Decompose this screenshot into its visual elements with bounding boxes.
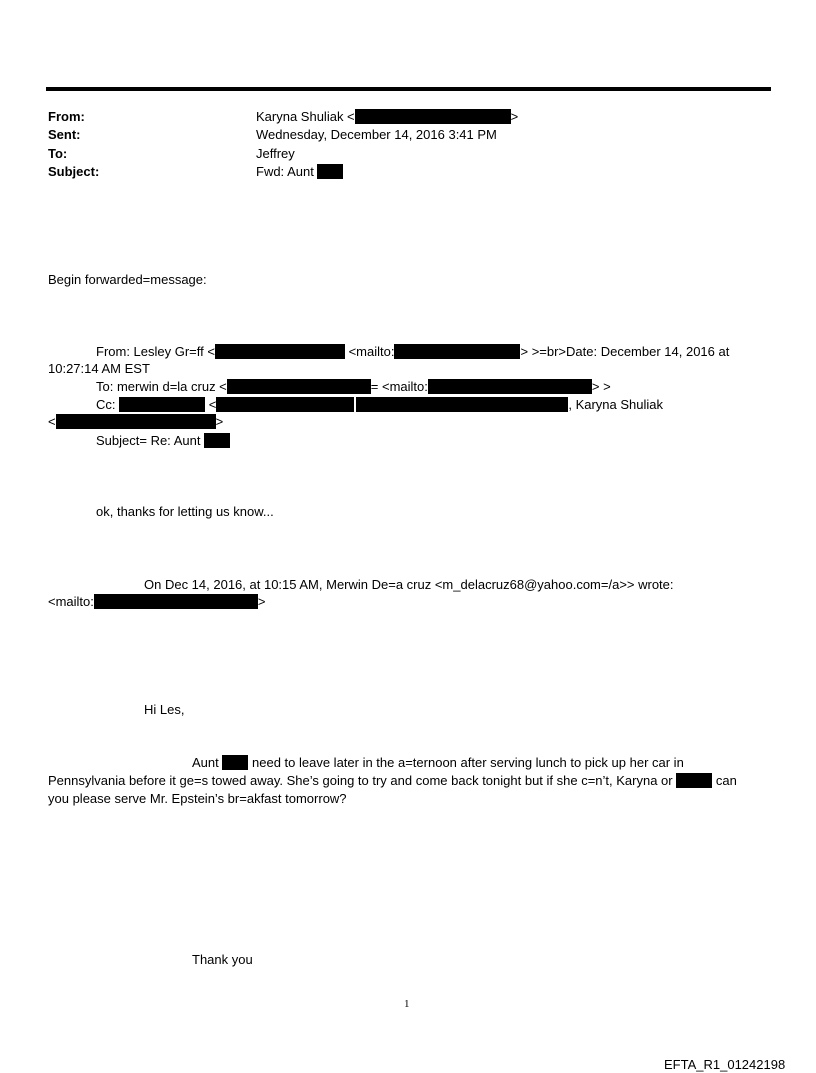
redaction-box [119,397,205,412]
page-number: 1 [404,998,410,1010]
paragraph-line-2-a: Pennsylvania before it ge=s towed away. She’s going to try and come back tonight but if she c=n’t, Karyna or [48,773,673,788]
redaction-box [428,379,592,394]
forwarded-cc2-gt: > [215,414,224,429]
wrote-mailto-line [48,593,265,610]
forwarded-subject-text: Subject= Re: Aunt [96,433,201,448]
paragraph-line-3: you please serve Mr. Epstein’s br=akfast tomorrow? [48,791,347,806]
reply-text: ok, thanks for letting us know... [96,504,274,519]
sent-value: Wednesday, December 14, 2016 3:41 PM [256,127,497,142]
paragraph-line-2-b: can [715,773,737,788]
subject-label: Subject: [48,164,100,179]
forwarded-from-line [96,343,729,360]
redaction-box [355,109,511,124]
paragraph-line-1-b: need to leave later in the a=ternoon after serving lunch to pick up her car in [252,755,684,770]
forwarded-cc2-lt: < [48,414,56,429]
wrote-line: On Dec 14, 2016, at 10:15 AM, Merwin De=a cruz <m_delacruz68@yahoo.com=/a>> wrote: [144,577,674,592]
document-id: EFTA_R1_01242198 [664,1057,786,1072]
from-label: From: [48,109,85,124]
forwarded-cc-lt: < [208,397,217,412]
redaction-box [56,414,216,429]
redaction-box [216,397,354,412]
forwarded-subject-line [96,432,230,449]
forwarded-to-tail: > > [591,379,611,394]
wrote-mailto: <mailto: [48,594,94,609]
forwarded-to-prefix: To: merwin d=la cruz < [96,379,227,394]
redaction-box [317,164,343,179]
forwarded-date-cont: 10:27:14 AM EST [48,361,150,376]
redaction-box [676,773,712,788]
thanks-line: Thank you [192,952,253,967]
to-label: To: [48,146,68,161]
from-value [256,108,518,125]
forwarded-cc-cont [48,413,223,430]
wrote-gt: > [257,594,266,609]
begin-forwarded-line: Begin forwarded=message: [48,272,207,287]
redaction-box [222,755,248,770]
from-close: > [510,109,519,124]
sent-label: Sent: [48,127,81,142]
forwarded-from-mailto: <mailto: [348,344,395,359]
redaction-box [227,379,371,394]
paragraph-line-1 [192,754,684,771]
forwarded-to-line [96,378,611,395]
greeting: Hi Les, [144,702,185,717]
forwarded-from-prefix: From: Lesley Gr=ff < [96,344,215,359]
redaction-box [215,344,345,359]
paragraph-line-1-a: Aunt [192,755,219,770]
redaction-box [356,397,568,412]
redaction-box [94,594,258,609]
forwarded-cc-line [96,396,663,413]
forwarded-cc-tail: , Karyna Shuliak [568,397,664,412]
redaction-box [204,433,230,448]
paragraph-line-2 [48,772,737,789]
to-value: Jeffrey [256,146,295,161]
forwarded-from-tail: > >=br>Date: December 14, 2016 at [520,344,730,359]
header-rule [46,87,771,91]
redaction-box [394,344,520,359]
subject-value [256,163,343,180]
forwarded-cc-label: Cc: [96,397,116,412]
subject-text: Fwd: Aunt [256,164,314,179]
from-name: Karyna Shuliak < [256,109,355,124]
forwarded-to-mid: = <mailto: [370,379,428,394]
